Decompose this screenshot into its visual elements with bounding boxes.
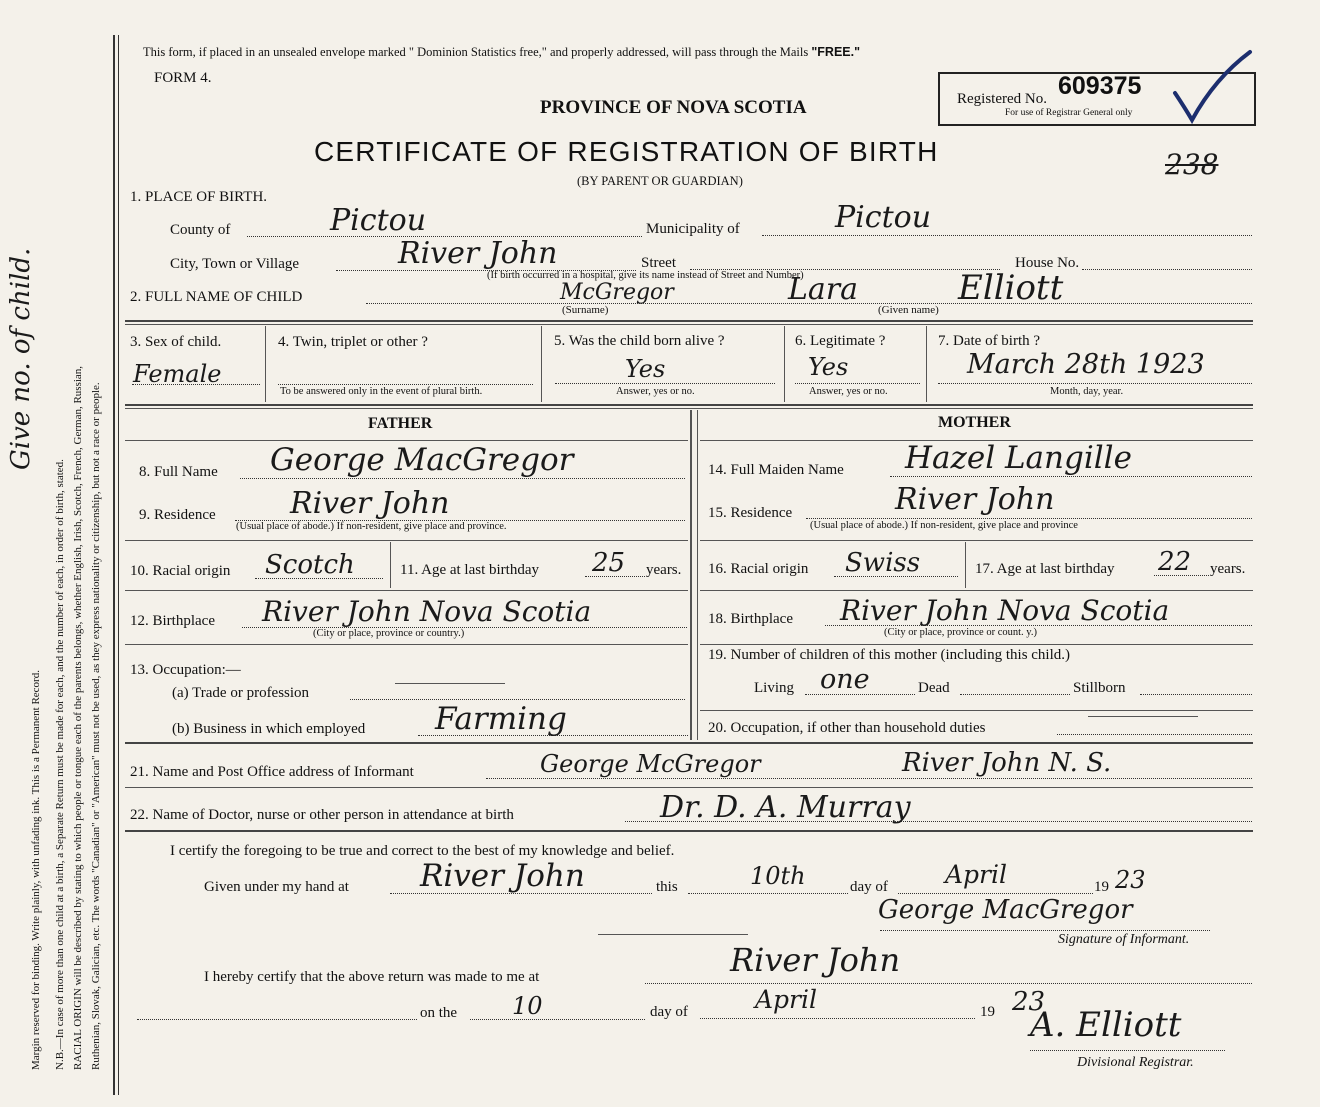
registrar-month-value: April	[755, 985, 817, 1014]
mother-row-rule-4	[700, 710, 1253, 711]
parents-divider	[690, 410, 692, 740]
legitimate-label: 6. Legitimate ?	[795, 333, 886, 349]
registrar-year-prefix: 19	[980, 1004, 995, 1020]
margin-border-line	[113, 35, 115, 1095]
alive-note: Answer, yes or no.	[616, 386, 695, 397]
signature-dash	[598, 934, 748, 935]
mother-row-rule-3	[700, 644, 1253, 645]
father-residence-note: (Usual place of abode.) If non-resident, give place and province.	[236, 521, 507, 532]
sex-label: 3. Sex of child.	[130, 334, 222, 350]
registrar-place-value: River John	[730, 941, 901, 979]
informant-line	[486, 778, 1252, 779]
registrar-place-line	[645, 983, 1252, 984]
child-name-label: 2. FULL NAME OF CHILD	[130, 289, 303, 305]
col-divider-d	[926, 326, 927, 402]
alive-value: Yes	[625, 355, 666, 383]
business-value: Farming	[435, 701, 567, 737]
mother-residence-value: River John	[895, 482, 1055, 517]
col-divider-c	[784, 326, 785, 402]
children-count-label: 19. Number of children of this mother (including this child.)	[708, 647, 1071, 663]
legitimate-value: Yes	[808, 353, 849, 381]
signature-caption: Signature of Informant.	[1058, 932, 1190, 947]
father-name-line	[240, 478, 685, 479]
father-residence-value: River John	[290, 486, 450, 521]
place-of-birth-label: 1. PLACE OF BIRTH.	[130, 189, 268, 205]
this-label: this	[656, 879, 678, 895]
mother-name-label: 14. Full Maiden Name	[708, 462, 844, 478]
mother-occupation-label: 20. Occupation, if other than household duties	[708, 720, 986, 736]
province-heading: PROVINCE OF NOVA SCOTIA	[540, 97, 807, 118]
mother-row-rule-1	[700, 540, 1253, 541]
registrar-day-value: 10	[512, 992, 543, 1020]
trade-line	[350, 699, 685, 700]
informant-address: River John N. S.	[902, 748, 1112, 778]
mother-residence-note: (Usual place of abode.) If non-resident, give place and province	[810, 520, 1078, 531]
registrar-caption: Divisional Registrar.	[1077, 1055, 1194, 1070]
divider-2	[125, 404, 1253, 406]
signature-line	[880, 930, 1210, 931]
day-of-label: day of	[850, 879, 888, 895]
twin-label: 4. Twin, triplet or other ?	[278, 334, 428, 350]
given-name-caption: (Given name)	[878, 304, 939, 316]
father-race-value: Scotch	[265, 550, 355, 580]
registrar-signature: A. Elliott	[1030, 1005, 1182, 1045]
mail-notice-text: This form, if placed in an unsealed envelope marked " Dominion Statistics free," and properly addressed, will pass through the Mails	[143, 45, 809, 59]
mail-free: "FREE."	[811, 45, 861, 59]
municipality-value: Pictou	[835, 200, 932, 235]
divider-4	[125, 787, 1253, 788]
divider-1b	[125, 324, 1253, 325]
registrar-year-value: 23	[1012, 987, 1046, 1017]
trade-label: (a) Trade or profession	[172, 685, 310, 701]
dob-line	[938, 383, 1252, 384]
mother-occupation-dash	[1088, 716, 1198, 717]
registrar-day-line	[470, 1019, 645, 1020]
mail-notice	[143, 45, 860, 60]
margin-handwritten-note: Give no. of child.	[6, 247, 36, 470]
father-row-rule-1	[125, 540, 688, 541]
child-surname: McGregor	[560, 280, 674, 305]
father-residence-label: 9. Residence	[139, 507, 216, 523]
divider-1	[125, 320, 1253, 322]
city-label: City, Town or Village	[170, 256, 300, 272]
dead-label: Dead	[918, 680, 950, 696]
margin-note-4: Ruthenian, Slovak, Galician, etc. The words "Canadian" or "American" must not be used, as they express nationality or citizenship, but not a race or people.	[90, 382, 102, 1070]
col-divider-b	[541, 326, 542, 402]
hospital-note: (If birth occurred in a hospital, give its name instead of Street and Number)	[487, 270, 804, 281]
registrar-signature-line	[1030, 1050, 1225, 1051]
mother-race-label: 16. Racial origin	[708, 561, 809, 577]
trade-dash	[395, 683, 505, 684]
stillborn-label: Stillborn	[1073, 680, 1126, 696]
mother-heading: MOTHER	[938, 414, 1011, 431]
divider-2b	[125, 408, 1253, 409]
living-value: one	[820, 664, 870, 695]
registered-number: 609375	[1058, 72, 1142, 100]
month-line	[898, 893, 1093, 894]
house-line	[1082, 269, 1252, 270]
alive-label: 5. Was the child born alive ?	[554, 333, 725, 349]
mother-age-label: 17. Age at last birthday	[975, 561, 1115, 577]
mother-residence-label: 15. Residence	[708, 505, 793, 521]
occupation-label: 13. Occupation:—	[130, 662, 241, 678]
given-under-label: Given under my hand at	[204, 879, 349, 895]
day-line	[688, 893, 848, 894]
father-heading-rule	[125, 440, 688, 441]
corner-mark: 238	[1165, 148, 1219, 181]
mother-years-label: years.	[1210, 561, 1246, 577]
dob-label: 7. Date of birth ?	[938, 333, 1041, 349]
living-label: Living	[754, 680, 794, 696]
father-row-rule-2	[125, 590, 688, 591]
father-birthplace-label: 12. Birthplace	[130, 613, 215, 629]
sex-value: Female	[133, 360, 222, 388]
father-race-divider	[390, 542, 391, 588]
surname-caption: (Surname)	[562, 304, 609, 316]
given-month-value: April	[945, 860, 1007, 889]
father-name-value: George MacGregor	[270, 442, 574, 478]
given-place-value: River John	[420, 858, 585, 894]
registrar-statement: I hereby certify that the above return was made to me at	[204, 969, 540, 985]
mother-race-value: Swiss	[845, 548, 921, 578]
margin-border-line-inner	[118, 35, 119, 1095]
divider-3	[125, 742, 1253, 744]
mother-birthplace-note: (City or place, province or count. y.)	[884, 627, 1037, 638]
legitimate-note: Answer, yes or no.	[809, 386, 888, 397]
given-day-value: 10th	[750, 862, 806, 890]
mother-birthplace-label: 18. Birthplace	[708, 611, 793, 627]
legitimate-line	[795, 383, 920, 384]
divider-5	[125, 830, 1253, 832]
year-prefix-label: 19	[1094, 879, 1109, 895]
margin-note-1: Margin reserved for binding. Write plainly, with unfading ink. This is a Permanent Record.	[30, 670, 42, 1070]
mother-birthplace-value: River John Nova Scotia	[840, 594, 1170, 627]
registered-label: Registered No.	[957, 91, 1047, 107]
form-number: FORM 4.	[154, 70, 212, 86]
margin-note-3: RACIAL ORIGIN will be described by stating to which people or tongue each of the parents belongs, whether English, Irish, Scotch, French, German, Russian,	[72, 365, 84, 1070]
mother-name-value: Hazel Langille	[905, 440, 1132, 476]
registrar-day-of-label: day of	[650, 1004, 688, 1020]
given-year-value: 23	[1115, 866, 1146, 894]
certificate-subtitle: (BY PARENT OR GUARDIAN)	[577, 174, 743, 188]
certify-statement: I certify the foregoing to be true and correct to the best of my knowledge and belief.	[170, 843, 675, 859]
informant-name: George McGregor	[540, 750, 761, 778]
mother-row-rule-2	[700, 590, 1253, 591]
mother-race-divider	[965, 542, 966, 588]
mother-residence-line	[806, 518, 1252, 519]
father-birthplace-value: River John Nova Scotia	[262, 595, 592, 628]
informant-signature: George MacGregor	[878, 895, 1133, 925]
certificate-title: CERTIFICATE OF REGISTRATION OF BIRTH	[314, 136, 939, 167]
registrar-month-line	[700, 1018, 975, 1019]
doctor-name: Dr. D. A. Murray	[660, 790, 911, 825]
registrar-use-note: For use of Registrar General only	[1005, 108, 1133, 118]
child-given-name-2: Elliott	[958, 268, 1064, 308]
mother-age-value: 22	[1158, 547, 1192, 577]
business-label: (b) Business in which employed	[172, 721, 366, 737]
father-race-label: 10. Racial origin	[130, 563, 231, 579]
col-divider-a	[265, 326, 266, 402]
father-name-label: 8. Full Name	[139, 464, 218, 480]
informant-label: 21. Name and Post Office address of Informant	[130, 764, 414, 780]
registrar-lead-line	[137, 1019, 417, 1020]
municipality-label: Municipality of	[646, 221, 740, 237]
alive-line	[555, 383, 775, 384]
father-age-value: 25	[592, 548, 626, 578]
twin-line	[278, 384, 533, 385]
margin-note-2: N.B.—In case of more than one child at a birth, a Separate Return must be made for each, and the number of each, in order of birth, stated.	[54, 459, 66, 1070]
child-given-name: Lara	[788, 272, 859, 307]
father-row-rule-3	[125, 644, 688, 645]
father-years-label: years.	[646, 562, 682, 578]
county-value: Pictou	[330, 203, 427, 238]
registrar-on-label: on the	[420, 1005, 458, 1021]
street-label: Street	[641, 255, 676, 271]
dob-note: Month, day, year.	[1050, 386, 1124, 397]
mother-occupation-line	[1057, 734, 1252, 735]
stillborn-line	[1140, 694, 1252, 695]
dob-value: March 28th 1923	[967, 349, 1205, 380]
father-birthplace-note: (City or place, province or country.)	[313, 628, 465, 639]
house-label: House No.	[1015, 255, 1080, 271]
county-label: County of	[170, 222, 231, 238]
checkmark-icon	[1170, 48, 1255, 126]
dead-line	[960, 694, 1070, 695]
city-value: River John	[398, 236, 558, 271]
twin-note: To be answered only in the event of plural birth.	[280, 386, 483, 397]
parents-divider-2	[697, 410, 698, 740]
father-age-label: 11. Age at last birthday	[400, 562, 539, 578]
municipality-line	[762, 235, 1252, 236]
doctor-label: 22. Name of Doctor, nurse or other person in attendance at birth	[130, 807, 514, 823]
father-heading: FATHER	[368, 415, 433, 432]
mother-name-line	[890, 476, 1252, 477]
